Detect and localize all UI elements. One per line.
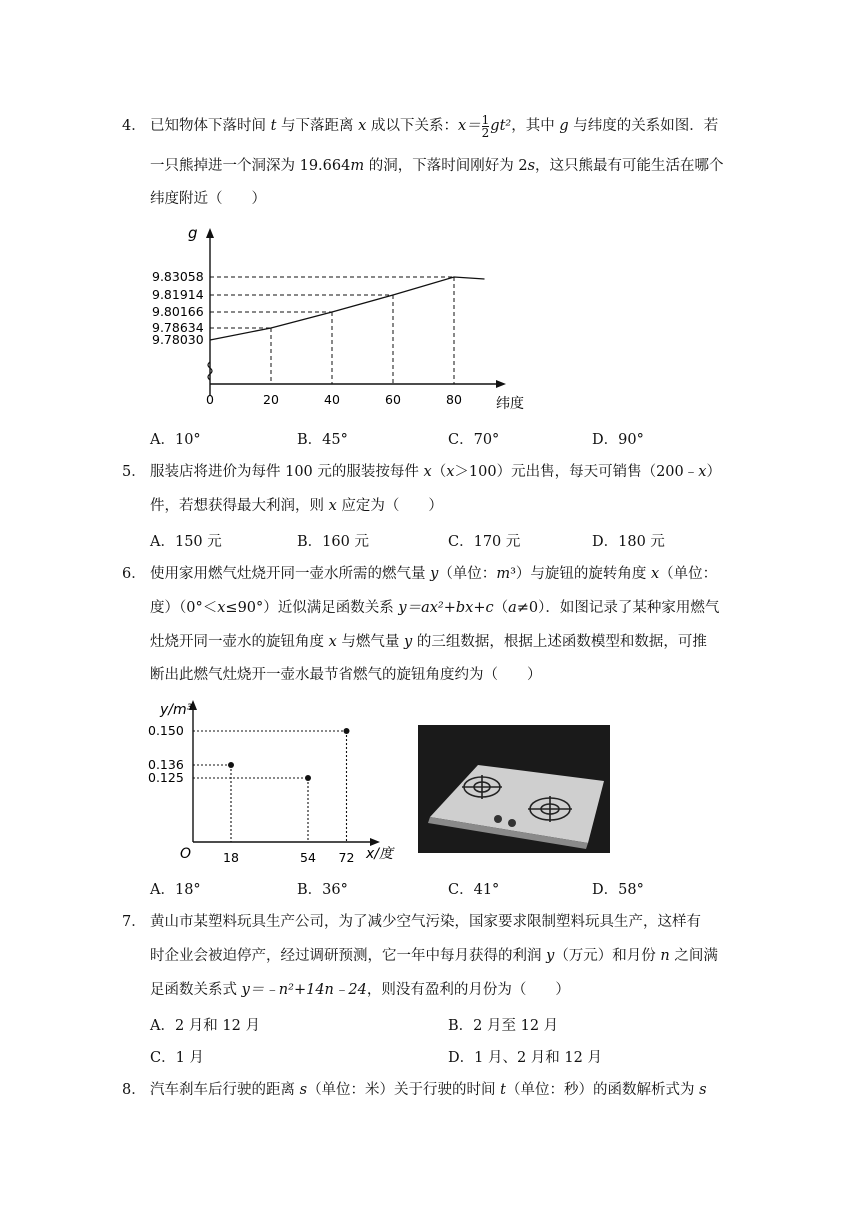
question-4-line-3: 纬度附近（ ） bbox=[150, 191, 266, 207]
x-axis-arrow bbox=[496, 380, 506, 388]
question-7-line-3: 足函数关系式 y＝﹣n²+14n﹣24，则没有盈利的月份为（ ） bbox=[150, 982, 570, 998]
option-b[interactable]: B．2 月至 12 月 bbox=[448, 1018, 559, 1034]
fraction-one-half: $\frac{1}{2}$ bbox=[481, 112, 490, 140]
option-a[interactable]: A．150 元 bbox=[150, 534, 222, 550]
y-axis-label: g bbox=[188, 224, 198, 242]
gravity-latitude-chart bbox=[140, 222, 540, 414]
option-d[interactable]: D．1 月、2 月和 12 月 bbox=[448, 1050, 602, 1066]
question-number: 5． bbox=[122, 464, 146, 480]
x-tick-label: 0 bbox=[206, 392, 214, 407]
y-tick-label: 9.78030 bbox=[152, 332, 204, 347]
x-tick-label: 72 bbox=[338, 850, 355, 865]
option-c[interactable]: C．41° bbox=[448, 882, 500, 898]
data-point bbox=[344, 728, 350, 734]
y-tick-label: 9.80166 bbox=[152, 304, 204, 319]
question-number: 4． bbox=[122, 118, 146, 134]
data-point bbox=[228, 762, 234, 768]
option-b[interactable]: B．45° bbox=[297, 432, 348, 448]
x-tick-label: 20 bbox=[263, 392, 279, 407]
option-c[interactable]: C．170 元 bbox=[448, 534, 521, 550]
data-point bbox=[305, 775, 311, 781]
y-tick-label: 0.125 bbox=[148, 770, 184, 785]
origin-label: O bbox=[180, 846, 192, 862]
question-5-line-1: 服装店将进价为每件 100 元的服装按每件 x（x＞100）元出售，每天可销售（200﹣x） bbox=[150, 464, 721, 480]
x-axis-label: x/度 bbox=[366, 846, 394, 862]
question-6-line-4: 断出此燃气灶烧开一壶水最节省燃气的旋钮角度约为（ ） bbox=[150, 667, 542, 683]
question-7-line-2: 时企业会被迫停产，经过调研预测，它一年中每月获得的利润 y（万元）和月份 n 之间满 bbox=[150, 948, 718, 964]
x-axis-label: 纬度 bbox=[496, 396, 524, 412]
question-number: 6． bbox=[122, 566, 146, 582]
x-tick-label: 18 bbox=[223, 850, 239, 865]
y-tick-label: 9.81914 bbox=[152, 287, 204, 302]
question-8-line-1: 汽车刹车后行驶的距离 s（单位：米）关于行驶的时间 t（单位：秒）的函数解析式为 s bbox=[150, 1082, 707, 1098]
x-tick-label: 54 bbox=[300, 850, 316, 865]
question-7-line-1: 黄山市某塑料玩具生产公司，为了减少空气污染，国家要求限制塑料玩具生产，这样有 bbox=[150, 914, 701, 930]
question-5-line-2: 件，若想获得最大利润，则 x 应定为（ ） bbox=[150, 498, 443, 514]
option-b[interactable]: B．160 元 bbox=[297, 534, 369, 550]
option-a[interactable]: A．10° bbox=[150, 432, 201, 448]
option-a[interactable]: A．2 月和 12 月 bbox=[150, 1018, 260, 1034]
question-6-line-2: 度）（0°＜x≤90°）近似满足函数关系 y＝ax²+bx+c（a≠0）．如图记录了某种家用燃气 bbox=[150, 600, 720, 616]
option-d[interactable]: D．180 元 bbox=[592, 534, 665, 550]
y-tick-label: 0.136 bbox=[148, 757, 184, 772]
y-axis-label: y/m³ bbox=[160, 702, 193, 718]
x-tick-label: 60 bbox=[385, 392, 401, 407]
option-c[interactable]: C．70° bbox=[448, 432, 500, 448]
gas-stove-photo bbox=[418, 725, 610, 853]
gas-angle-chart bbox=[140, 694, 402, 866]
option-d[interactable]: D．90° bbox=[592, 432, 644, 448]
question-4-line-2: 一只熊掉进一个洞深为 19.664m 的洞，下落时间刚好为 2s，这只熊最有可能生活在哪个 bbox=[150, 158, 724, 174]
question-number: 7． bbox=[122, 914, 146, 930]
question-4-line-1: 已知物体下落时间 t 与下落距离 x 成以下关系：x＝ $\frac{1}{2}$ gt²，其中 g 与纬度的关系如图．若 bbox=[150, 112, 719, 140]
question-6-line-1: 使用家用燃气灶烧开同一壶水所需的燃气量 y（单位：m³）与旋钮的旋转角度 x（单位： bbox=[150, 566, 718, 582]
question-6-line-3: 灶烧开同一壶水的旋钮角度 x 与燃气量 y 的三组数据，根据上述函数模型和数据，可推 bbox=[150, 634, 707, 650]
y-tick-label: 9.83058 bbox=[152, 269, 204, 284]
option-a[interactable]: A．18° bbox=[150, 882, 201, 898]
option-d[interactable]: D．58° bbox=[592, 882, 644, 898]
option-b[interactable]: B．36° bbox=[297, 882, 348, 898]
x-axis-arrow bbox=[370, 838, 380, 846]
y-tick-label: 9.78634 bbox=[152, 320, 204, 335]
gravity-curve bbox=[210, 277, 485, 340]
x-tick-label: 80 bbox=[446, 392, 462, 407]
option-c[interactable]: C．1 月 bbox=[150, 1050, 204, 1066]
x-tick-label: 40 bbox=[324, 392, 340, 407]
y-axis-arrow bbox=[206, 228, 214, 238]
question-number: 8． bbox=[122, 1082, 146, 1098]
y-tick-label: 0.150 bbox=[148, 723, 184, 738]
